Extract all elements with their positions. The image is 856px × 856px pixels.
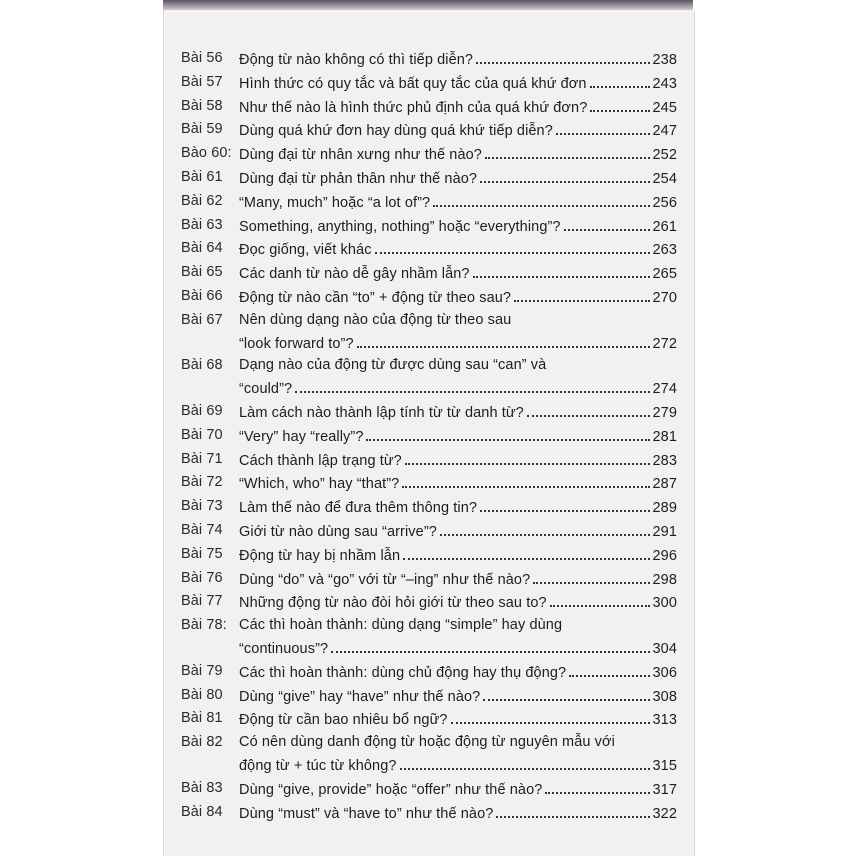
lesson-number: Bài 84 — [181, 803, 223, 820]
toc-entry — [181, 685, 677, 709]
toc-entry — [181, 401, 677, 425]
lesson-number: Bài 82 — [181, 734, 223, 751]
dot-leader — [514, 286, 649, 302]
lesson-title: Làm cách nào thành lập tính từ từ danh từ? — [239, 404, 524, 421]
lesson-body — [239, 238, 677, 262]
page-number: 298 — [652, 571, 677, 588]
toc-entry — [181, 472, 677, 496]
lesson-body — [239, 802, 677, 826]
toc-entry — [181, 496, 677, 520]
toc-entry — [181, 425, 677, 449]
dot-leader — [473, 262, 650, 278]
page-number: 291 — [652, 523, 677, 540]
lesson-title: Something, anything, nothing” hoặc “everything”? — [239, 218, 561, 235]
toc-entry — [181, 591, 677, 615]
lesson-title: Các thì hoàn thành: dùng dạng “simple” hay dùng — [239, 617, 563, 634]
lesson-title: Hình thức có quy tắc và bất quy tắc của quá khứ đơn — [239, 75, 587, 92]
page-number: 279 — [652, 404, 677, 421]
page-number: 283 — [652, 452, 677, 469]
dot-leader — [569, 661, 649, 677]
lesson-title-line — [239, 215, 677, 239]
lesson-number: Bài 66 — [181, 287, 223, 304]
page-number: 281 — [652, 428, 677, 445]
lesson-title: Đọc giống, viết khác — [239, 242, 372, 259]
dot-leader — [527, 401, 650, 417]
toc-entry — [181, 72, 677, 96]
lesson-title-line — [239, 472, 677, 496]
lesson-title-line — [239, 685, 677, 709]
lesson-title: “Very” hay “really”? — [239, 428, 364, 445]
lesson-body — [239, 615, 677, 661]
page-number: 256 — [652, 194, 677, 211]
lesson-title: Động từ nào không có thì tiếp diễn? — [239, 52, 474, 68]
page-number: 322 — [652, 805, 677, 822]
lesson-body — [239, 568, 677, 592]
toc-entry — [181, 568, 677, 592]
lesson-body — [239, 167, 677, 191]
lesson-title-line — [239, 568, 677, 592]
lesson-number: Bài 63 — [181, 216, 223, 233]
dot-leader — [451, 708, 650, 724]
lesson-title: Nên dùng dạng nào của động từ theo sau — [239, 311, 512, 328]
lesson-number: Bài 65 — [181, 264, 223, 281]
dot-leader — [331, 637, 649, 653]
lesson-number: Bài 58 — [181, 97, 223, 114]
lesson-title-line — [239, 286, 677, 310]
lesson-body — [239, 496, 677, 520]
lesson-title: Dùng “give” hay “have” như thế nào? — [239, 688, 481, 705]
lesson-title-line — [239, 48, 677, 72]
lesson-title-line — [239, 72, 677, 96]
lesson-title: Các thì hoàn thành: dùng chủ động hay thụ động? — [239, 664, 567, 681]
lesson-title: Động từ cần bao nhiêu bổ ngữ? — [239, 712, 448, 729]
lesson-title-line — [239, 520, 677, 544]
toc-entry — [181, 732, 677, 778]
dot-leader — [295, 377, 649, 393]
lesson-number: Bài 79 — [181, 662, 223, 679]
toc-entry — [181, 310, 677, 356]
table-of-contents — [181, 48, 677, 825]
lesson-title-line — [239, 191, 677, 215]
lesson-body — [239, 191, 677, 215]
page-number: 247 — [652, 123, 677, 140]
lesson-number: Bài 59 — [181, 121, 223, 138]
lesson-title: Dùng “do” và “go” với từ “–ing” như thế nào? — [239, 571, 531, 588]
toc-entry — [181, 96, 677, 120]
toc-entry — [181, 615, 677, 661]
lesson-body — [239, 72, 677, 96]
page-number: 263 — [652, 242, 677, 259]
page-number: 261 — [652, 218, 677, 235]
dot-leader — [476, 48, 649, 64]
dot-leader — [590, 96, 649, 112]
dot-leader — [366, 425, 649, 441]
toc-entry — [181, 778, 677, 802]
page-number: 317 — [652, 781, 677, 798]
lesson-number: Bài 80 — [181, 686, 223, 703]
toc-entry — [181, 661, 677, 685]
lesson-title: “Which, who” hay “that”? — [239, 476, 400, 493]
lesson-number: Bài 83 — [181, 779, 223, 796]
lesson-title: Những động từ nào đòi hỏi giới từ theo sau to? — [239, 595, 547, 612]
lesson-number: Bài 56 — [181, 50, 223, 66]
lesson-title: Động từ nào cần “to” + động từ theo sau? — [239, 289, 512, 306]
lesson-title-line — [239, 401, 677, 425]
dot-leader — [545, 778, 649, 794]
toc-entry — [181, 802, 677, 826]
lesson-body — [239, 96, 677, 120]
dot-leader — [556, 119, 650, 135]
lesson-title-line — [239, 355, 677, 377]
lesson-title-line — [239, 778, 677, 802]
lesson-title: Dùng đại từ nhân xưng như thế nào? — [239, 147, 482, 164]
lesson-title: Các danh từ nào dễ gây nhầm lẫn? — [239, 266, 470, 283]
lesson-title-line — [239, 754, 677, 778]
lesson-number: Bài 64 — [181, 240, 223, 257]
book-page — [163, 10, 695, 856]
lesson-body — [239, 708, 677, 732]
dot-leader — [485, 143, 650, 159]
toc-entry — [181, 48, 677, 72]
lesson-number: Bào 60: — [181, 145, 232, 162]
lesson-body — [239, 143, 677, 167]
page-number: 252 — [652, 147, 677, 164]
toc-entry — [181, 119, 677, 143]
lesson-body — [239, 591, 677, 615]
dot-leader — [496, 802, 649, 818]
lesson-title-line — [239, 167, 677, 191]
lesson-body — [239, 544, 677, 568]
page-number: 265 — [652, 266, 677, 283]
lesson-title: Làm thế nào để đưa thêm thông tin? — [239, 500, 478, 517]
lesson-body — [239, 685, 677, 709]
lesson-number: Bài 68 — [181, 357, 223, 374]
lesson-body — [239, 48, 677, 72]
lesson-title: Động từ hay bị nhầm lẫn — [239, 547, 401, 564]
lesson-title: Như thế nào là hình thức phủ định của quá khứ đơn? — [239, 99, 588, 116]
dot-leader — [402, 472, 649, 488]
lesson-body — [239, 661, 677, 685]
toc-entry — [181, 143, 677, 167]
lesson-body — [239, 310, 677, 356]
lesson-number: Bài 69 — [181, 402, 223, 419]
lesson-title-line — [239, 310, 677, 332]
lesson-title-line — [239, 591, 677, 615]
lesson-title-line — [239, 377, 677, 401]
page-number: 308 — [652, 688, 677, 705]
lesson-title-line — [239, 496, 677, 520]
lesson-title-line — [239, 449, 677, 473]
lesson-title-line — [239, 732, 677, 754]
page-number: 238 — [652, 52, 677, 68]
lesson-title-line — [239, 143, 677, 167]
toc-entry — [181, 708, 677, 732]
lesson-number: Bài 75 — [181, 545, 223, 562]
toc-entry — [181, 191, 677, 215]
lesson-number: Bài 57 — [181, 73, 223, 90]
dot-leader — [480, 496, 649, 512]
lesson-title-line — [239, 332, 677, 356]
toc-entry — [181, 262, 677, 286]
lesson-number: Bài 70 — [181, 426, 223, 443]
lesson-title: Dùng quá khứ đơn hay dùng quá khứ tiếp diễn? — [239, 123, 553, 140]
toc-entry — [181, 355, 677, 401]
lesson-body — [239, 520, 677, 544]
toc-entry — [181, 167, 677, 191]
dot-leader — [483, 685, 649, 701]
lesson-number: Bài 61 — [181, 168, 223, 185]
lesson-title: Cách thành lập trạng từ? — [239, 452, 402, 469]
page-number: 304 — [652, 640, 677, 657]
page-number: 272 — [652, 335, 677, 352]
lesson-title: Dùng “give, provide” hoặc “offer” như thế nào? — [239, 781, 543, 798]
lesson-body — [239, 119, 677, 143]
lesson-body — [239, 215, 677, 239]
lesson-title: Dùng “must” và “have to” như thế nào? — [239, 805, 494, 822]
page-number: 287 — [652, 476, 677, 493]
page-number: 289 — [652, 500, 677, 517]
lesson-title-line — [239, 802, 677, 826]
toc-entry — [181, 238, 677, 262]
lesson-number: Bài 74 — [181, 521, 223, 538]
lesson-number: Bài 67 — [181, 311, 223, 328]
lesson-title: Giới từ nào dùng sau “arrive”? — [239, 523, 437, 540]
lesson-title-line — [239, 262, 677, 286]
dot-leader — [564, 215, 650, 231]
lesson-number: Bài 78: — [181, 617, 227, 634]
page-number: 270 — [652, 289, 677, 306]
toc-entry — [181, 215, 677, 239]
lesson-title-line — [239, 637, 677, 661]
lesson-body — [239, 732, 677, 778]
dot-leader — [403, 544, 649, 560]
lesson-number: Bài 71 — [181, 450, 223, 467]
lesson-body — [239, 778, 677, 802]
page-number: 296 — [652, 547, 677, 564]
dot-leader — [400, 754, 650, 770]
lesson-title: Dùng đại từ phản thân như thế nào? — [239, 170, 478, 187]
lesson-body — [239, 449, 677, 473]
lesson-title: “look forward to”? — [239, 335, 354, 352]
dot-leader — [405, 449, 650, 465]
dot-leader — [480, 167, 649, 183]
lesson-title-line — [239, 425, 677, 449]
lesson-body — [239, 425, 677, 449]
lesson-number: Bài 72 — [181, 474, 223, 491]
lesson-title-line — [239, 661, 677, 685]
lesson-title: Dạng nào của động từ được dùng sau “can” và — [239, 357, 547, 374]
lesson-title: Có nên dùng danh động từ hoặc động từ nguyên mẫu với — [239, 734, 615, 751]
lesson-body — [239, 401, 677, 425]
lesson-title-line — [239, 708, 677, 732]
toc-entry — [181, 544, 677, 568]
page-number: 315 — [652, 757, 677, 774]
lesson-title-line — [239, 544, 677, 568]
lesson-number: Bài 62 — [181, 192, 223, 209]
lesson-title-line — [239, 96, 677, 120]
lesson-title: “continuous”? — [239, 640, 329, 657]
toc-entry — [181, 286, 677, 310]
dot-leader — [590, 72, 650, 88]
lesson-title-line — [239, 615, 677, 637]
lesson-number: Bài 73 — [181, 498, 223, 515]
lesson-body — [239, 355, 677, 401]
lesson-number: Bài 76 — [181, 569, 223, 586]
page-number: 243 — [652, 75, 677, 92]
dot-leader — [433, 191, 649, 207]
page-number: 254 — [652, 170, 677, 187]
dot-leader — [440, 520, 650, 536]
lesson-number: Bài 81 — [181, 710, 223, 727]
lesson-body — [239, 472, 677, 496]
lesson-body — [239, 262, 677, 286]
dot-leader — [375, 238, 650, 254]
page-number: 245 — [652, 99, 677, 116]
lesson-title-line — [239, 119, 677, 143]
toc-entry — [181, 449, 677, 473]
lesson-title-line — [239, 238, 677, 262]
dot-leader — [357, 332, 650, 348]
lesson-number: Bài 77 — [181, 593, 223, 610]
lesson-title: động từ + túc từ không? — [239, 757, 397, 774]
dot-leader — [533, 568, 649, 584]
page-number: 313 — [652, 712, 677, 729]
page-number: 306 — [652, 664, 677, 681]
toc-entry — [181, 520, 677, 544]
lesson-title: “could”? — [239, 381, 293, 398]
lesson-title: “Many, much” hoặc “a lot of”? — [239, 194, 431, 211]
lesson-body — [239, 286, 677, 310]
page-number: 300 — [652, 595, 677, 612]
dot-leader — [550, 591, 650, 607]
page-number: 274 — [652, 381, 677, 398]
